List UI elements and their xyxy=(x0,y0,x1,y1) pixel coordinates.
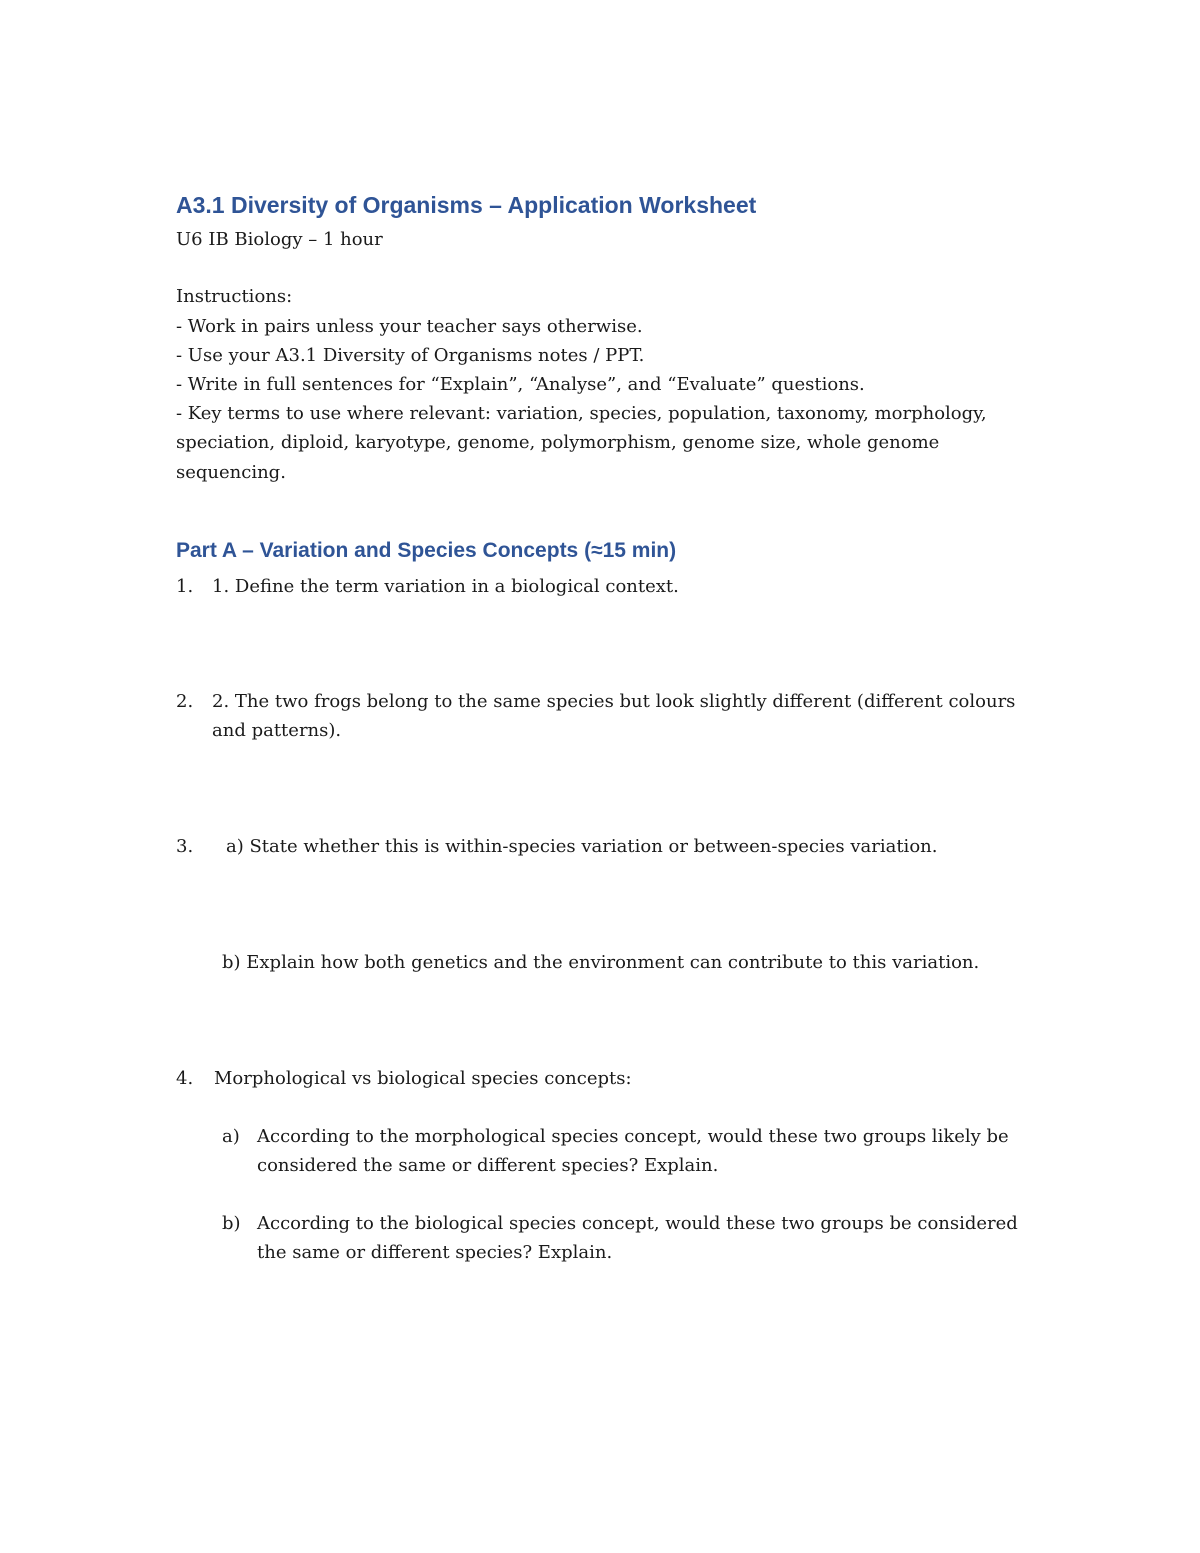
question-text: and patterns). xyxy=(212,720,342,741)
question-number: 1. xyxy=(176,576,194,597)
instructions-heading: Instructions: xyxy=(176,286,293,307)
question-subpart: b) Explain how both genetics and the environment can contribute to this variation. xyxy=(222,952,980,973)
instruction-line: - Use your A3.1 Diversity of Organisms notes / PPT. xyxy=(176,345,645,366)
subquestion-text: the same or different species? Explain. xyxy=(257,1242,613,1263)
page-title: A3.1 Diversity of Organisms – Application Worksheet xyxy=(176,192,757,218)
page-subtitle: U6 IB Biology – 1 hour xyxy=(176,229,383,250)
question-number: 4. xyxy=(176,1068,194,1089)
question-text: 1. Define the term variation in a biological context. xyxy=(212,576,679,597)
instruction-line: - Key terms to use where relevant: variation, species, population, taxonomy, morphology, xyxy=(176,403,987,424)
question-text: a) State whether this is within-species variation or between-species variation. xyxy=(226,836,938,857)
subquestion-label: b) xyxy=(222,1213,241,1234)
instruction-line: - Write in full sentences for “Explain”, “Analyse”, and “Evaluate” questions. xyxy=(176,374,865,395)
question-text: Morphological vs biological species concepts: xyxy=(214,1068,632,1089)
question-number: 3. xyxy=(176,836,194,857)
part-a-heading: Part A – Variation and Species Concepts (≈15 min) xyxy=(176,539,677,562)
instruction-line: sequencing. xyxy=(176,462,286,483)
question-number: 2. xyxy=(176,691,194,712)
subquestion-text: considered the same or different species? Explain. xyxy=(257,1155,719,1176)
question-text: 2. The two frogs belong to the same species but look slightly different (different colours xyxy=(212,691,1016,712)
instruction-line: speciation, diploid, karyotype, genome, polymorphism, genome size, whole genome xyxy=(176,432,940,453)
instruction-line: - Work in pairs unless your teacher says otherwise. xyxy=(176,316,643,337)
subquestion-text: According to the biological species concept, would these two groups be considered xyxy=(257,1213,1018,1234)
subquestion-text: According to the morphological species concept, would these two groups likely be xyxy=(257,1126,1009,1147)
subquestion-label: a) xyxy=(222,1126,240,1147)
